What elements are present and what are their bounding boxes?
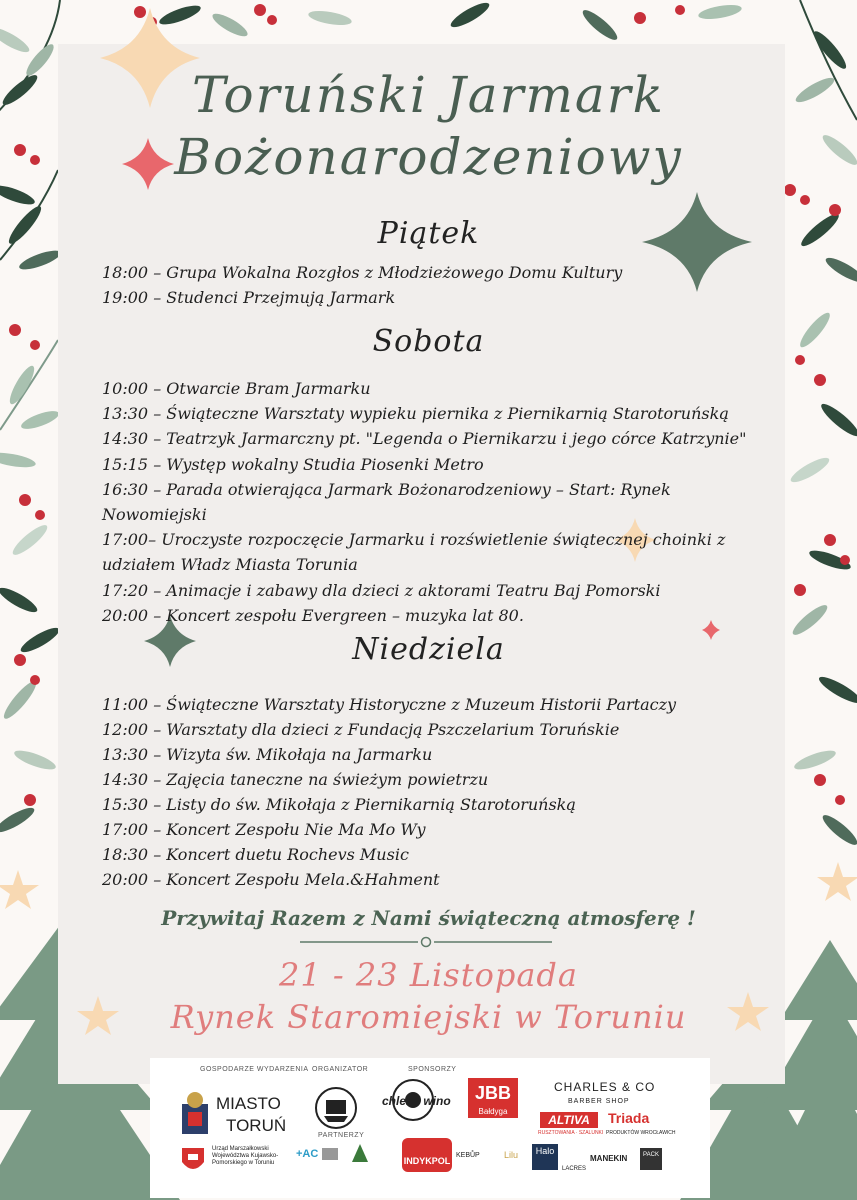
schedule-item: 18:30 – Koncert duetu Rochevs Music bbox=[102, 845, 409, 864]
schedule-item: 20:00 – Koncert zespołu Evergreen – muzyka lat 80. bbox=[102, 605, 524, 625]
jbb-label: JBB bbox=[474, 1083, 511, 1103]
altiva-logo: ALTIVA bbox=[540, 1112, 598, 1128]
partner-logo-3-icon bbox=[350, 1142, 370, 1166]
charles-label: CHARLES & CO bbox=[554, 1080, 656, 1094]
organizer-label: ORGANIZATOR bbox=[312, 1066, 369, 1073]
schedule-item: 11:00 – Świąteczne Warsztaty Historyczne z Muzeum Historii Partaczy bbox=[102, 695, 677, 714]
schedule-item: 15:30 – Listy do św. Mikołaja z Piernikarnią Starotoruńską bbox=[102, 795, 576, 814]
schedule-item: 13:30 – Świąteczne Warsztaty wypieku piernika z Piernikarnią Starotoruńską bbox=[102, 404, 729, 424]
hosts-label: GOSPODARZE WYDARZENIA bbox=[200, 1066, 309, 1073]
torun-label: TORUŃ bbox=[226, 1116, 287, 1135]
cream-star-icon bbox=[0, 870, 39, 909]
jbb-sub-label: Bałdyga bbox=[478, 1107, 508, 1116]
event-dates: 21 - 23 Listopada bbox=[279, 956, 578, 994]
schedule-item: 18:00 – Grupa Wokalna Rozgłos z Młodzieżowego Domu Kultury bbox=[102, 263, 623, 282]
chleb-label: chleb i wino bbox=[382, 1094, 451, 1108]
indykpol-logo: INDYKPOL bbox=[402, 1138, 452, 1172]
lilu-label: Lilu bbox=[504, 1150, 519, 1160]
schedule-item: 13:30 – Wizyta św. Mikołaja na Jarmarku bbox=[102, 745, 433, 764]
altiva-sub-label: RUSZTOWANIA · SZALUNKI bbox=[538, 1130, 604, 1136]
partner-logo-1: +AC bbox=[296, 1148, 319, 1160]
pack-logo: PACK bbox=[640, 1148, 662, 1170]
charles-sub-label: BARBER SHOP bbox=[568, 1098, 630, 1105]
sunday-schedule bbox=[102, 692, 762, 892]
voivodeship-crest-icon bbox=[180, 1146, 206, 1176]
kebup-label: KEBŮP bbox=[456, 1152, 480, 1159]
schedule-item: 14:30 – Zajęcia taneczne na świeżym powietrzu bbox=[102, 770, 489, 789]
schedule-item: 10:00 – Otwarcie Bram Jarmarku bbox=[102, 379, 371, 398]
jbb-logo bbox=[468, 1078, 518, 1118]
saturday-schedule bbox=[102, 376, 762, 628]
sponsors-label: SPONSORZY bbox=[408, 1066, 457, 1073]
lacres-label: LACRES bbox=[562, 1166, 587, 1172]
miasto-label: MIASTO bbox=[216, 1094, 281, 1113]
friday-schedule bbox=[102, 260, 762, 310]
schedule-item: 17:20 – Animacje i zabawy dla dzieci z aktorami Teatru Baj Pomorski bbox=[102, 580, 661, 600]
cream-star-icon bbox=[817, 862, 857, 901]
event-location: Rynek Staromiejski w Toruniu bbox=[170, 998, 687, 1036]
partner-logo-2-icon bbox=[320, 1146, 340, 1162]
schedule-item: 14:30 – Teatrzyk Jarmarczny pt. "Legenda o Piernikarzu i jego córce Katrzynie" bbox=[102, 429, 747, 449]
slogan-divider bbox=[300, 938, 552, 947]
triada-sub-label: PRODUKTÓW WROCŁAWICH bbox=[606, 1130, 676, 1136]
schedule-item: 17:00 – Koncert Zespołu Nie Ma Mo Wy bbox=[102, 820, 426, 839]
schedule-item: 15:15 – Występ wokalny Studia Piosenki Metro bbox=[102, 454, 484, 474]
triada-label: Triada bbox=[608, 1110, 650, 1126]
day-saturday-heading: Sobota bbox=[372, 324, 485, 359]
title-line-2: Bożonarodzeniowy bbox=[174, 128, 683, 186]
urzad-label: Urząd Marszałkowski Województwa Kujawsko-Pomorskiego w Toruniu bbox=[212, 1146, 279, 1166]
day-sunday-heading: Niedziela bbox=[352, 632, 505, 667]
schedule-item: 17:00– Uroczyste rozpoczęcie Jarmarku i rozświetlenie świątecznej choinki z udziałem Władz Miasta Torunia bbox=[102, 530, 726, 575]
schedule-item: 16:30 – Parada otwierająca Jarmark Bożonarodzeniowy – Start: Rynek Nowomiejski bbox=[102, 479, 671, 525]
title-line-1: Toruński Jarmark bbox=[192, 66, 665, 124]
organizer-crest-icon bbox=[314, 1086, 358, 1130]
torun-angel-logo-icon bbox=[178, 1090, 212, 1136]
halo-logo: Halo bbox=[532, 1144, 558, 1170]
day-friday-heading: Piątek bbox=[377, 216, 480, 251]
manekin-label: MANEKIN bbox=[590, 1154, 628, 1163]
schedule-item: 19:00 – Studenci Przejmują Jarmark bbox=[102, 288, 396, 308]
schedule-item: 20:00 – Koncert Zespołu Mela.&Hahment bbox=[102, 870, 440, 889]
schedule-item: 12:00 – Warsztaty dla dzieci z Fundacją Pszczelarium Toruńskie bbox=[102, 720, 620, 739]
slogan: Przywitaj Razem z Nami świąteczną atmosferę ! bbox=[161, 906, 696, 930]
partners-label: PARTNERZY bbox=[318, 1132, 365, 1139]
sponsors-panel bbox=[150, 1058, 710, 1198]
